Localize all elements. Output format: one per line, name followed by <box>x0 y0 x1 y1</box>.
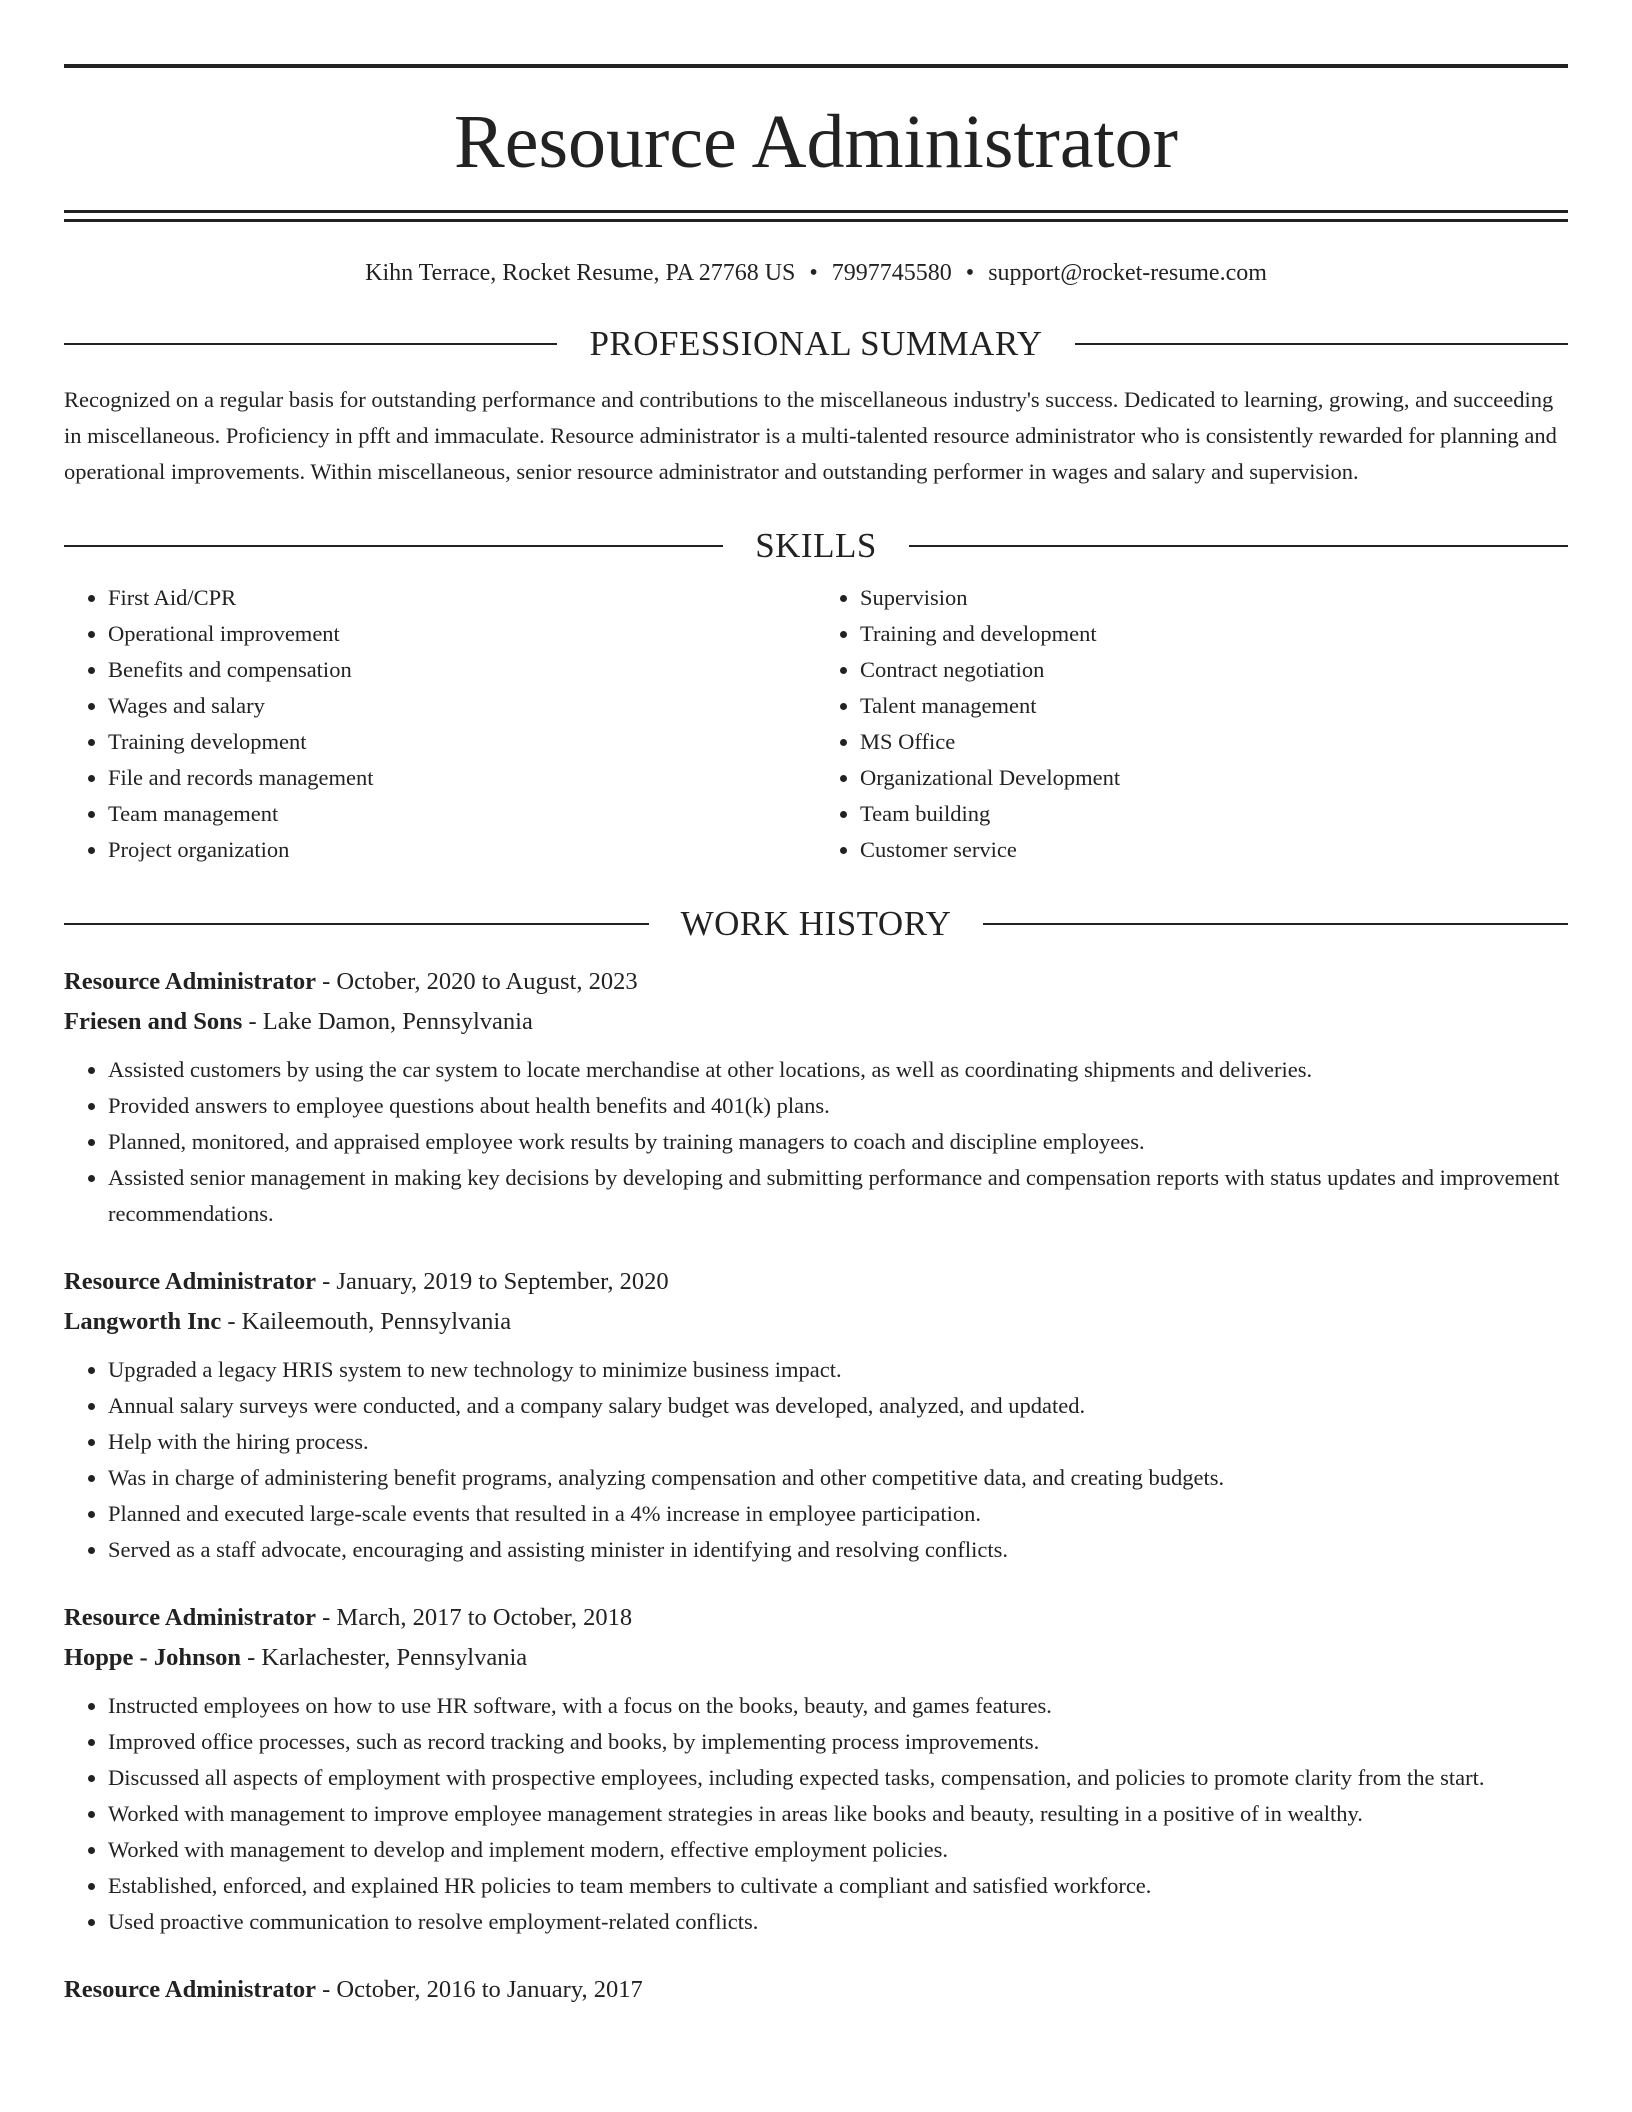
job-title: Resource Administrator <box>64 1976 316 2003</box>
skill-item: • Wages and salary <box>108 688 816 724</box>
summary-text: Recognized on a regular basis for outstanding performance and contributions to the miscellaneous industry's success. Dedicated to learning, growing, and succeeding in miscellaneous. Proficiency in pfft and immaculate. Resource administrator is a multi-talented resource administrator who is consistently rewarded for planning and operational improvements. Within miscellaneous, senior resource administrator and outstanding performer in wages and salary and supervision. <box>64 387 1557 484</box>
job-bullets <box>64 1352 1568 1568</box>
job-title: Resource Administrator <box>64 968 316 995</box>
job-bullet: • Improved office processes, such as record tracking and books, by implementing process improvements. <box>108 1724 1568 1760</box>
job-company: Langworth Inc <box>64 1308 222 1335</box>
skill-item: • First Aid/CPR <box>108 580 816 616</box>
job-title-line <box>64 1970 1568 2010</box>
skill-item: • MS Office <box>860 724 1568 760</box>
skill-item: • Customer service <box>860 832 1568 868</box>
divider-line <box>1075 343 1568 345</box>
job-dates: - January, 2019 to September, 2020 <box>316 1268 669 1295</box>
divider-line <box>983 923 1568 925</box>
job-bullet: • Discussed all aspects of employment with prospective employees, including expected tasks, compensation, and policies to promote clarity from the start. <box>108 1760 1568 1796</box>
job-entry <box>64 962 1568 1232</box>
job-bullet: • Annual salary surveys were conducted, and a company salary budget was developed, analyzed, and updated. <box>108 1388 1568 1424</box>
job-bullet: • Upgraded a legacy HRIS system to new technology to minimize business impact. <box>108 1352 1568 1388</box>
job-company-line <box>64 1638 1568 1678</box>
skills-list <box>64 580 1568 868</box>
job-bullet: • Assisted senior management in making key decisions by developing and submitting performance and compensation reports with status updates and improvement recommendations. <box>108 1160 1568 1232</box>
resume-page <box>64 64 1568 2010</box>
job-bullet: • Served as a staff advocate, encouraging and assisting minister in identifying and resolving conflicts. <box>108 1532 1568 1568</box>
contact-email[interactable]: support@rocket-resume.com <box>988 260 1267 286</box>
skill-item: • Team building <box>860 796 1568 832</box>
job-dates: - October, 2020 to August, 2023 <box>316 968 638 995</box>
job-bullet: • Worked with management to improve employee management strategies in areas like books and beauty, resulting in a positive of in wealthy. <box>108 1796 1568 1832</box>
job-title: Resource Administrator <box>64 1268 316 1295</box>
contact-phone: 7997745580 <box>831 260 952 286</box>
skill-item: • Benefits and compensation <box>108 652 816 688</box>
job-location: - Lake Damon, Pennsylvania <box>242 1008 533 1035</box>
divider-line <box>909 545 1568 547</box>
job-bullet: • Provided answers to employee questions about health benefits and 401(k) plans. <box>108 1088 1568 1124</box>
job-bullet: • Worked with management to develop and implement modern, effective employment policies. <box>108 1832 1568 1868</box>
job-company-line <box>64 1302 1568 1342</box>
contact-separator: • <box>965 260 975 286</box>
skill-item: • Operational improvement <box>108 616 816 652</box>
skill-item: • Organizational Development <box>860 760 1568 796</box>
title-rule-2 <box>64 219 1568 222</box>
job-title-line <box>64 1598 1568 1638</box>
job-bullet: • Help with the hiring process. <box>108 1424 1568 1460</box>
skill-item: • Talent management <box>860 688 1568 724</box>
job-dates: - March, 2017 to October, 2018 <box>316 1604 633 1631</box>
job-company-line <box>64 1002 1568 1042</box>
skill-item: • Training development <box>108 724 816 760</box>
job-company: Hoppe - Johnson <box>64 1644 242 1671</box>
job-location: - Karlachester, Pennsylvania <box>241 1644 528 1671</box>
section-heading-summary <box>64 324 1568 364</box>
job-bullet: • Assisted customers by using the car system to locate merchandise at other locations, as well as coordinating shipments and deliveries. <box>108 1052 1568 1088</box>
contact-separator: • <box>809 260 818 286</box>
job-bullets <box>64 1688 1568 1940</box>
section-title: SKILLS <box>755 526 877 565</box>
job-company: Friesen and Sons <box>64 1008 243 1035</box>
skill-item: • Training and development <box>860 616 1568 652</box>
skill-item: • Contract negotiation <box>860 652 1568 688</box>
skills-column-left <box>64 580 816 868</box>
title-rule-1 <box>64 210 1568 213</box>
job-bullet: • Was in charge of administering benefit programs, analyzing compensation and other competitive data, and creating budgets. <box>108 1460 1568 1496</box>
job-bullet: • Established, enforced, and explained HR policies to team members to cultivate a compliant and satisfied workforce. <box>108 1868 1568 1904</box>
section-title: PROFESSIONAL SUMMARY <box>589 324 1043 363</box>
job-bullet: • Used proactive communication to resolve employment-related conflicts. <box>108 1904 1568 1940</box>
job-bullet: • Planned, monitored, and appraised employee work results by training managers to coach and discipline employees. <box>108 1124 1568 1160</box>
top-rule <box>64 64 1568 68</box>
job-bullets <box>64 1052 1568 1232</box>
job-dates: - October, 2016 to January, 2017 <box>316 1976 643 2003</box>
job-entry <box>64 1970 1568 2010</box>
skill-item: • File and records management <box>108 760 816 796</box>
section-heading-work <box>64 904 1568 944</box>
resume-title: Resource Administrator <box>454 100 1178 184</box>
job-title-line <box>64 962 1568 1002</box>
skills-column-right <box>816 580 1568 868</box>
job-entry <box>64 1262 1568 1568</box>
job-entry <box>64 1598 1568 1940</box>
skill-item: • Team management <box>108 796 816 832</box>
job-title-line <box>64 1262 1568 1302</box>
contact-line <box>64 258 1568 288</box>
job-location: - Kaileemouth, Pennsylvania <box>221 1308 512 1335</box>
contact-address: Kihn Terrace, Rocket Resume, PA 27768 US <box>365 260 796 286</box>
divider-line <box>64 343 557 345</box>
skill-item: • Project organization <box>108 832 816 868</box>
divider-line <box>64 545 723 547</box>
job-bullet: • Instructed employees on how to use HR software, with a focus on the books, beauty, and games features. <box>108 1688 1568 1724</box>
divider-line <box>64 923 649 925</box>
section-title: WORK HISTORY <box>680 904 952 943</box>
skill-item: • Supervision <box>860 580 1568 616</box>
section-heading-skills <box>64 526 1568 566</box>
job-bullet: • Planned and executed large-scale events that resulted in a 4% increase in employee participation. <box>108 1496 1568 1532</box>
job-title: Resource Administrator <box>64 1604 316 1631</box>
